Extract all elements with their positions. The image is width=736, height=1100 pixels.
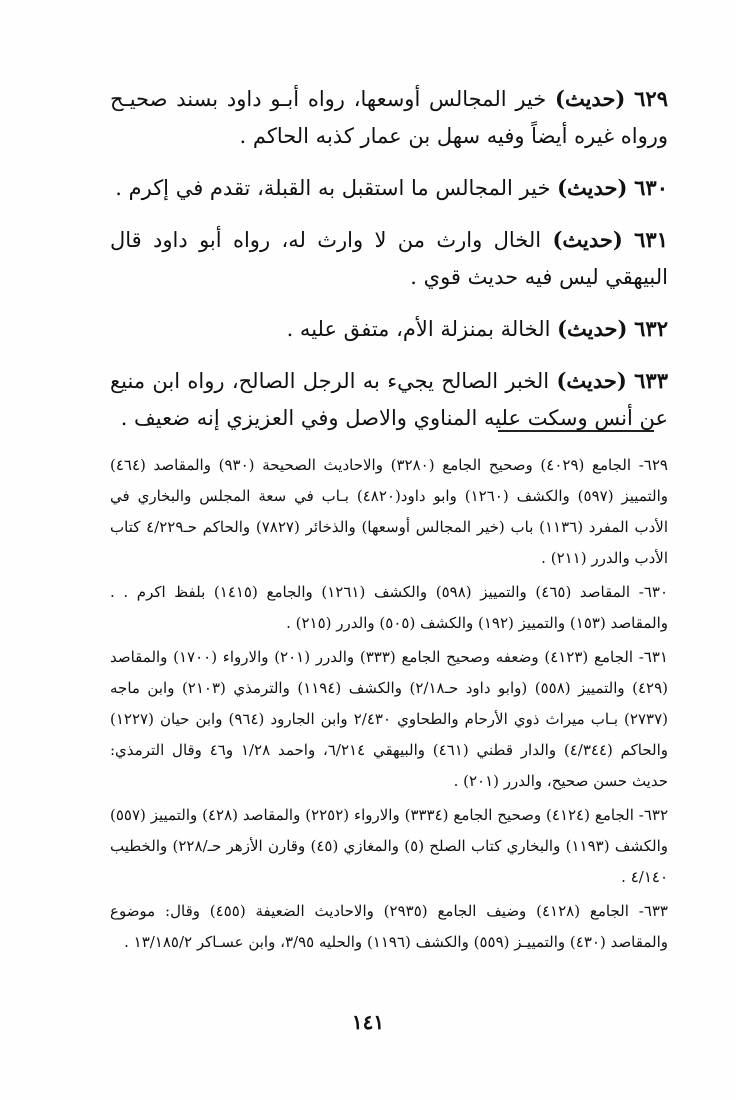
hadith-entry-629 [110,80,668,155]
footnote-632 [110,800,668,893]
hadith-entry-631 [110,221,668,296]
entry-keyword: (حديث) [555,86,626,111]
entry-text: الخال وارث من لا وارث له، رواه أبو داود قال البيهقي ليس فيه حديث قوي . [110,228,668,289]
entry-number: ٦٣١ [634,227,668,252]
footnote-number: ٦٣٣- [638,902,668,920]
entry-keyword: (حديث) [556,368,627,393]
footnote-number: ٦٣١- [638,648,668,666]
entry-number: ٦٣٣ [634,368,668,393]
hadith-entry-633 [110,362,668,437]
entry-keyword: (حديث) [557,316,628,341]
footnote-number: ٦٢٩- [638,456,668,474]
hadith-entry-632 [110,310,668,348]
footnote-separator [498,430,654,432]
footnote-text: الجامع (٤١٢٤) وصحيح الجامع (٣٣٣٤) والارواء (٢٢٥٢) والمقاصد (٤٢٨) والتمييز (٥٥٧) والكشف (١١٩٣) والبخاري كتاب الصلح (٥) والمغازي (٤٥) وقارن الأزهر حـ/٢٢٨) والخطيب ٤/١٤٠ . [110,806,668,886]
footnote-633 [110,896,668,958]
entry-keyword: (حديث) [552,227,623,252]
footnote-text: المقاصد (٤٦٥) والتمييز (٥٩٨) والكشف (١٢٦١) والجامع (١٤١٥) بلفظ اكرم . . والمقاصد (١٥٣) والتمييز (١٩٢) والكشف (٥٠٥) والدرر (٢١٥) . [110,583,668,632]
footnote-631 [110,642,668,797]
footnotes [110,450,668,961]
entry-keyword: (حديث) [557,175,628,200]
footnote-number: ٦٣٠- [638,583,668,601]
footnote-text: الجامع (٤٠٢٩) وصحيح الجامع (٣٢٨٠) والاحاديث الصحيحة (٩٣٠) والمقاصد (٤٦٤) والتمييز (٥٩٧) والكشف (١٢٦٠) وابو داود(٤٨٢٠) بـاب في سعة المجلس والبخاري في الأدب المفرد (١١٣٦) باب (خير المجالس أوسعها) والذخائر (٧٨٢٧) والحاكم حـ٤/٢٢٩ كتاب الأدب والدرر (٢١١) . [110,456,668,567]
entry-text: الخالة بمنزلة الأم، متفق عليه . [286,317,551,341]
footnote-629 [110,450,668,574]
entry-text: الخبر الصالح يجيء به الرجل الصالح، رواه ابن منيع عن أنس وسكت عليه المناوي والاصل وفي العزيزي إنه ضعيف . [110,369,668,430]
entry-number: ٦٢٩ [634,86,668,111]
entry-number: ٦٣٠ [634,175,668,200]
entry-text: خير المجالس ما استقبل به القبلة، تقدم في إكرم . [115,176,551,200]
main-text [110,80,668,451]
hadith-entry-630 [110,169,668,207]
footnote-text: الجامع (٤١٢٣) وضعفه وصحيح الجامع (٣٣٣) والدرر (٢٠١) والارواء (١٧٠٠) والمقاصد (٤٢٩) والتمييز (٥٥٨) (وابو داود حـ٢/١٨) والكشف (١١٩٤) والترمذي (٢١٠٣) وابن ماجه (٢٧٣٧) بـاب ميراث ذوي الأرحام والطحاوي ٢/٤٣٠ وابن الجارود (٩٦٤) وابن حيان (١٢٢٧) والحاكم (٤/٣٤٤) والدار قطني (٤٦١) والبيهقي ٦/٢١٤، واحمد ١/٢٨ و٤٦ وقال الترمذي: حديث حسن صحيح، والدرر (٢٠١) . [110,648,669,790]
footnote-text: الجامع (٤١٢٨) وضيف الجامع (٢٩٣٥) والاحاديث الضعيفة (٤٥٥) وقال: موضوع والمقاصد (٤٣٠) والتمييـز (٥٥٩) والكشف (١١٩٦) والحليه ٣/٩٥، وابن عسـاكر ١٣/١٨٥/٢ . [110,902,668,951]
page-number: ١٤١ [351,1010,385,1034]
entry-number: ٦٣٢ [634,316,668,341]
footnote-number: ٦٣٢- [638,806,669,824]
footnote-630 [110,577,668,639]
entry-text: خير المجالس أوسعها، رواه أبـو داود بسند صحيـح ورواه غيره أيضاً وفيه سهل بن عمار كذبه الحاكم . [110,87,668,148]
